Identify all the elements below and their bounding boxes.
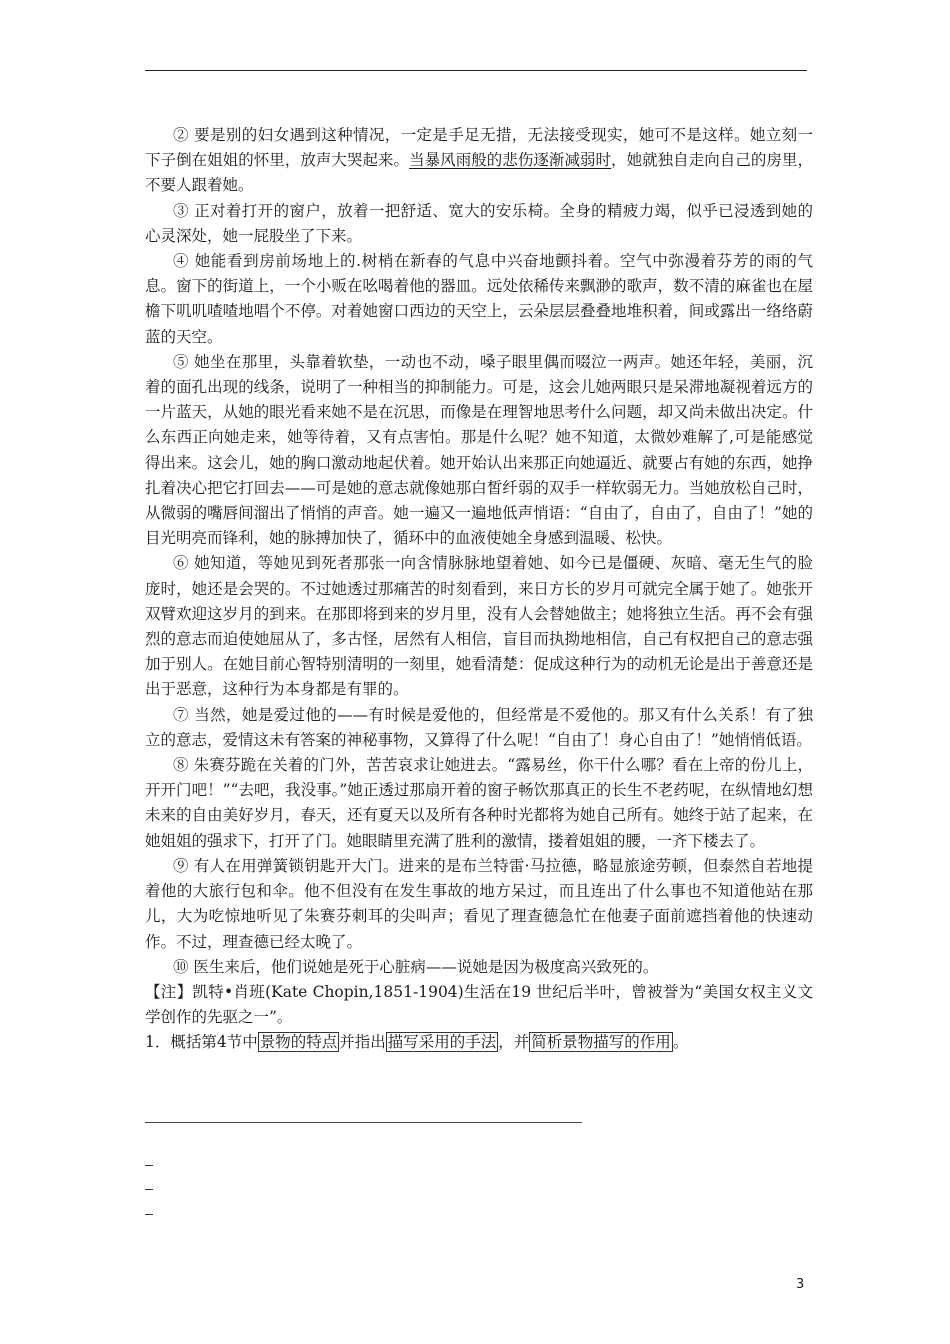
underlined-phrase: 当暴风雨般的悲伤逐渐减弱时	[409, 151, 612, 170]
paragraph-3: ③ 正对着打开的窗户，放着一把舒适、宽大的安乐椅。全身的精疲力竭，似乎已浸透到她的心灵深处，她一屁股坐了下来。	[145, 201, 813, 245]
boxed-keyword: 描写采用的手法	[387, 1033, 497, 1052]
paragraph-7: ⑦ 当然，她是爱过他的——有时候是爱他的，但经常是不爱他的。那又有什么关系！有了独立的意志，爱情这未有答案的神秘事物，又算得了什么呢！“自由了！身心自由了！”她悄悄低语。	[145, 705, 813, 749]
answer-blank	[145, 1165, 153, 1166]
author-note: 【注】凯特•肖班(Kate Chopin,1851-1904)生活在19 世纪后半叶，曾被誉为“美国女权主义文学创作的先驱之一”。	[145, 982, 813, 1027]
boxed-keyword: 简析景物描写的作用	[531, 1033, 671, 1052]
paragraph-4: ④ 她能看到房前场地上的.树梢在新春的气息中兴奋地颤抖着。空气中弥漫着芬芳的雨的气息。窗下的街道上，一个小贩在吆喝着他的器皿。远处依稀传来飘渺的歌声，数不清的麻雀也在屋檐下叽叽喳喳地唱个不停。对着她窗口西边的天空上，云朵层层叠叠地堆积着，间或露出一络络蔚蓝的天空。	[145, 252, 813, 346]
paragraph-2: ② 要是别的妇女遇到这种情况，一定是手足无措，无法接受现实，她可不是这样。她立刻一下子倒在姐姐的怀里，放声大哭起来。当暴风雨般的悲伤逐渐减弱时，她就独自走向自己的房里，不要人跟着她。	[145, 126, 813, 195]
page-number: 3	[796, 1277, 805, 1292]
question-1: 1．概括第4节中 景物的特点 并指出 描写采用的手法 ，并 简析景物描写的作用 。	[145, 1033, 689, 1052]
paragraph-10: ⑩ 医生来后，他们说她是死于心脏病——说她是因为极度高兴致死的。	[173, 957, 659, 976]
paragraph-8: ⑧ 朱赛芬跪在关着的门外，苦苦哀求让她进去。“露易丝，你干什么哪？看在上帝的份儿上，开开门吧！”“去吧，我没事。”她正透过那扇开着的窗子畅饮那真正的长生不老药呢，在纵情地幻想未来的自由美好岁月，春天，还有夏天以及所有各种时光都将为她自己所有。她终于站了起来，在她姐姐的强求下，打开了门。她眼睛里充满了胜利的激情，搂着姐姐的腰，一齐下楼去了。	[145, 756, 813, 850]
answer-blank	[145, 1189, 153, 1190]
paragraph-9: ⑨ 有人在用弹簧锁钥匙开大门。进来的是布兰特雷·马拉德，略显旅途劳顿，但泰然自若地提着他的大旅行包和伞。他不但没有在发生事故的地方呆过，而且连出了什么事也不知道他站在那儿，大为吃惊地听见了朱赛芬刺耳的尖叫声；看见了理查德急忙在他妻子面前遮挡着他的快速动作。不过，理查德已经太晚了。	[145, 856, 813, 951]
paragraph-6: ⑥ 她知道，等她见到死者那张一向含情脉脉地望着她、如今已是僵硬、灰暗、毫无生气的脸庞时，她还是会哭的。不过她透过那痛苦的时刻看到，来日方长的岁月可就完全属于她了。她张开双臂欢迎这岁月的到来。在那即将到来的岁月里，没有人会替她做主；她将独立生活。再不会有强烈的意志而迫使她屈从了，多古怪，居然有人相信，盲目而执拗地相信，自己有权把自己的意志强加于别人。在她目前心智特别清明的一刻里，她看清楚：促成这种行为的动机无论是出于善意还是出于恶意，这种行为本身都是有罪的。	[145, 554, 813, 699]
paragraph-5: ⑤ 她坐在那里，头靠着软垫，一动也不动，嗓子眼里偶而啜泣一两声。她还年轻，美丽，沉着的面孔出现的线条，说明了一种相当的抑制能力。可是，这会儿她两眼只是呆滞地凝视着远方的一片蓝天，从她的眼光看来她不是在沉思，而像是在理智地思考什么问题，却又尚未做出决定。什么东西正向她走来，她等待着，又有点害怕。那是什么呢？她不知道，太微妙难解了,可是能感觉得出来。这会儿，她的胸口激动地起伏着。她开始认出来那正向她逼近、就要占有她的东西，她挣扎着决心把它打回去——可是她的意志就像她那白皙纤弱的双手一样软弱无力。当她放松自己时，从微弱的嘴唇间溜出了悄悄的声音。她一遍又一遍地低声悄语：“自由了，自由了，自由了！”她的目光明亮而锋利，她的脉搏加快了，循环中的血液使她全身感到温暖、松快。	[145, 352, 813, 548]
boxed-keyword: 景物的特点	[259, 1033, 338, 1052]
header-rule	[145, 70, 807, 71]
answer-line	[145, 1122, 582, 1123]
document-body	[145, 123, 813, 1056]
answer-blank	[145, 1214, 153, 1215]
